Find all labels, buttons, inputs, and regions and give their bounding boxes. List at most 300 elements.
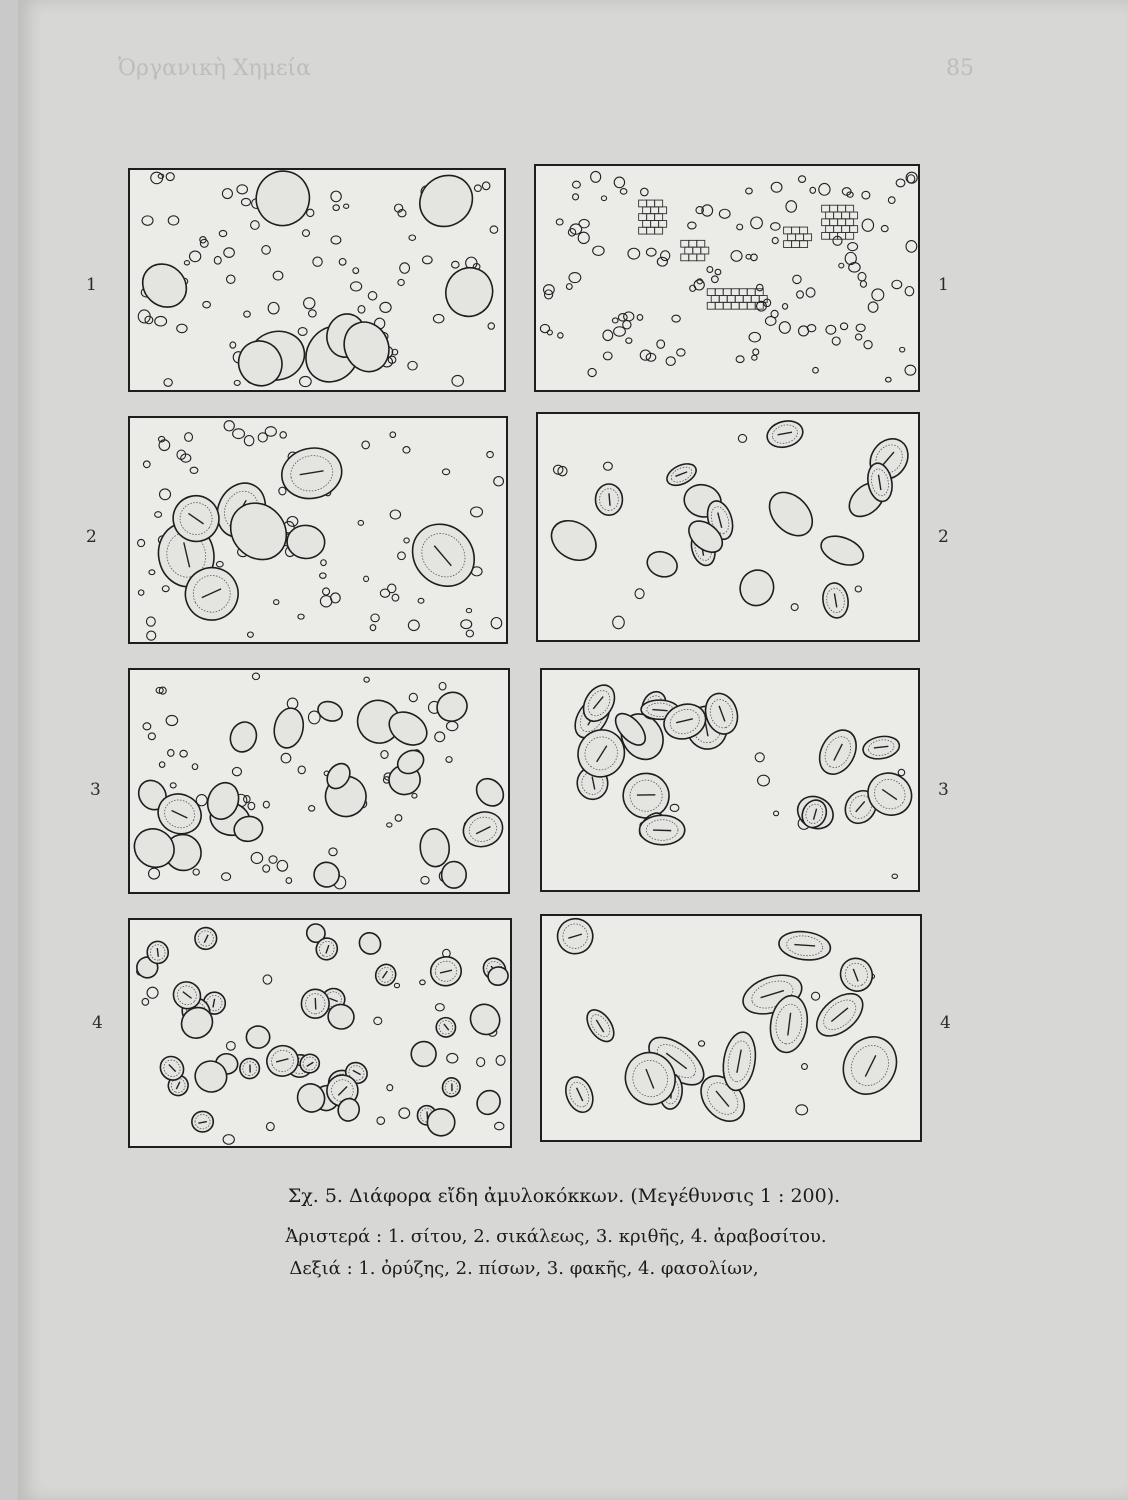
small-granule [540, 324, 549, 332]
polygonal-cell [838, 219, 846, 226]
small-granule [277, 860, 288, 871]
small-granule [466, 630, 473, 637]
polygonal-cell [830, 219, 838, 226]
small-granule [280, 432, 286, 438]
small-granule [224, 248, 235, 258]
small-granule [466, 608, 471, 612]
small-granule [192, 764, 198, 770]
small-granule [320, 573, 326, 578]
small-granule [731, 251, 742, 262]
starch-grains-drawing [130, 670, 508, 892]
polygonal-cell [788, 234, 796, 241]
small-granule [222, 873, 231, 881]
small-granule [234, 380, 240, 385]
small-granule [223, 1135, 234, 1145]
small-granule [307, 209, 314, 216]
small-granule [593, 246, 604, 255]
polygonal-cell [647, 227, 655, 234]
small-granule [273, 271, 283, 280]
small-granule [670, 804, 679, 811]
small-granule [398, 279, 404, 285]
small-granule [758, 775, 770, 786]
small-granule [148, 733, 155, 740]
polygonal-cell [842, 212, 850, 219]
small-granule [791, 604, 798, 611]
large-granule [472, 1086, 504, 1119]
small-granule [614, 177, 624, 188]
small-granule [263, 975, 272, 984]
small-granule [160, 489, 171, 500]
polygonal-cell [643, 207, 651, 214]
small-granule [251, 852, 263, 863]
polygonal-cell [701, 247, 709, 254]
small-granule [421, 876, 429, 884]
small-granule [227, 275, 235, 283]
starch-grains-drawing [130, 170, 504, 390]
small-granule [244, 311, 251, 317]
small-granule [266, 1122, 274, 1130]
small-granule [657, 257, 667, 266]
small-granule [749, 332, 760, 342]
small-granule [810, 187, 816, 193]
small-granule [698, 1041, 704, 1046]
small-granule [719, 209, 730, 218]
small-granule [298, 614, 304, 619]
polygonal-cell [639, 214, 647, 221]
polygonal-cell [689, 254, 697, 261]
small-granule [604, 462, 613, 470]
small-granule [491, 617, 502, 628]
small-granule [251, 221, 260, 230]
large-granule [226, 718, 260, 755]
small-granule [868, 302, 878, 312]
small-granule [166, 173, 174, 181]
small-granule [138, 590, 143, 595]
small-granule [193, 869, 199, 875]
small-granule [446, 757, 452, 763]
small-granule [856, 324, 865, 332]
polygonal-cell [715, 289, 723, 296]
small-granule [603, 330, 613, 341]
small-granule [177, 324, 187, 332]
small-granule [358, 520, 363, 525]
small-granule [398, 552, 406, 560]
polygonal-cell [697, 254, 705, 261]
small-granule [244, 435, 253, 445]
polygonal-cell [727, 296, 735, 303]
starch-grains-drawing [538, 414, 918, 640]
small-granule [620, 189, 627, 195]
large-granule [246, 1025, 270, 1048]
large-granule [833, 1027, 907, 1104]
large-granule [406, 1036, 441, 1071]
small-granule [149, 570, 155, 575]
small-granule [752, 355, 757, 360]
polygonal-cell [723, 302, 731, 309]
small-granule [672, 315, 680, 322]
small-granule [418, 598, 424, 603]
polygonal-cell [651, 207, 659, 214]
polygonal-cell [731, 302, 739, 309]
small-granule [573, 194, 579, 200]
small-granule [184, 261, 189, 265]
polygonal-cell [681, 254, 689, 261]
small-granule [380, 302, 391, 312]
polygonal-cell [743, 296, 751, 303]
small-granule [189, 251, 200, 262]
small-granule [248, 802, 255, 809]
polygonal-cell [747, 289, 755, 296]
large-granule [471, 773, 508, 811]
small-granule [371, 614, 379, 622]
polygonal-cell [707, 302, 715, 309]
row-number-left-2: 2 [86, 527, 97, 547]
large-granule [458, 807, 507, 853]
small-granule [216, 561, 223, 566]
small-granule [281, 753, 291, 763]
small-granule [477, 1058, 485, 1067]
small-granule [138, 539, 145, 546]
polygonal-cell [751, 296, 759, 303]
small-granule [848, 243, 858, 251]
polygonal-cell [723, 289, 731, 296]
small-granule [203, 301, 211, 308]
small-granule [888, 197, 895, 204]
polygonal-cell [739, 302, 747, 309]
small-granule [404, 538, 409, 543]
small-granule [771, 182, 782, 192]
small-granule [811, 992, 819, 1000]
small-granule [331, 236, 341, 244]
row-number-right-2: 2 [938, 527, 949, 547]
polygonal-cell [659, 220, 667, 227]
small-granule [688, 222, 696, 229]
small-granule [782, 304, 787, 310]
small-granule [420, 980, 426, 985]
small-granule [185, 433, 193, 442]
small-granule [558, 333, 563, 338]
small-granule [279, 487, 286, 495]
small-granule [855, 334, 861, 340]
granule-hilum-crack [249, 1065, 250, 1073]
small-granule [409, 235, 416, 240]
panel-right-1-rice [534, 164, 920, 392]
small-granule [390, 510, 400, 519]
polygonal-cell [792, 227, 800, 234]
bleed-through-header: Ὀργανικὴ Χημεία [118, 56, 311, 81]
polygonal-cell [800, 227, 808, 234]
small-granule [487, 451, 494, 457]
small-granule [613, 616, 625, 629]
small-granule [435, 732, 445, 742]
small-granule [224, 421, 234, 431]
small-granule [488, 323, 494, 329]
small-granule [612, 318, 618, 323]
small-granule [219, 230, 226, 236]
small-granule [298, 328, 307, 336]
small-granule [771, 310, 778, 317]
panel-left-2-rye [128, 416, 508, 644]
polygonal-cell [822, 205, 830, 212]
large-granule [817, 531, 868, 571]
small-granule [333, 205, 339, 211]
polygonal-cell [643, 220, 651, 227]
small-granule [906, 241, 917, 253]
small-granule [408, 361, 417, 370]
small-granule [482, 182, 490, 190]
small-granule [395, 815, 402, 822]
polygonal-cell [834, 226, 842, 233]
small-granule [304, 298, 315, 309]
bleed-through-page-number: 85 [946, 56, 974, 81]
small-granule [603, 352, 612, 360]
polygonal-cell [693, 247, 701, 254]
small-granule [422, 256, 432, 264]
small-granule [774, 811, 779, 816]
small-granule [905, 365, 916, 375]
polygonal-cell [850, 226, 858, 233]
granule-hilum-crack [653, 830, 671, 831]
small-granule [806, 288, 815, 297]
polygonal-cell [655, 214, 663, 221]
small-granule [677, 349, 685, 356]
small-granule [569, 273, 581, 283]
panel-left-4-maize [128, 918, 512, 1148]
small-granule [222, 189, 232, 199]
row-number-right-1: 1 [938, 275, 949, 295]
small-granule [433, 314, 444, 323]
panel-left-3-barley [128, 668, 510, 894]
polygonal-cell [655, 200, 663, 207]
small-granule [143, 723, 151, 730]
small-granule [339, 259, 346, 266]
polygonal-cell [784, 227, 792, 234]
large-granule [426, 1108, 455, 1137]
row-number-right-3: 3 [938, 780, 949, 800]
small-granule [170, 783, 176, 788]
small-granule [452, 261, 459, 268]
small-granule [168, 216, 179, 225]
large-granule [271, 705, 307, 750]
small-granule [344, 204, 349, 208]
large-granule [286, 524, 326, 560]
small-granule [399, 1108, 410, 1118]
small-granule [566, 284, 572, 290]
small-granule [779, 322, 790, 334]
small-granule [840, 323, 847, 330]
small-granule [452, 375, 463, 386]
small-granule [147, 631, 156, 640]
small-granule [661, 251, 670, 261]
figure-caption-left-column: Ἀριστερά : 1. σίτου, 2. σικάλεως, 3. κριθῆς, 4. ἀραβοσίτου. [285, 1226, 827, 1247]
panel-right-4-beans [540, 914, 922, 1142]
small-granule [358, 306, 365, 314]
large-granule [312, 860, 342, 889]
large-granule [835, 953, 878, 997]
large-granule [400, 512, 487, 599]
small-granule [892, 874, 897, 878]
small-granule [496, 1056, 505, 1066]
small-granule [896, 179, 905, 187]
small-granule [323, 588, 330, 595]
polygonal-cell [715, 302, 723, 309]
small-granule [377, 1117, 385, 1124]
small-granule [166, 715, 178, 725]
small-granule [892, 280, 902, 288]
large-granule [439, 261, 500, 323]
small-granule [860, 281, 866, 287]
small-granule [232, 767, 241, 775]
small-granule [626, 338, 632, 343]
small-granule [556, 219, 563, 225]
small-granule [262, 246, 271, 255]
small-granule [309, 806, 315, 811]
small-granule [826, 325, 836, 334]
small-granule [798, 176, 805, 183]
starch-grains-drawing [130, 920, 510, 1146]
large-granule [622, 772, 671, 820]
small-granule [147, 987, 158, 998]
small-granule [490, 226, 498, 233]
small-granule [707, 267, 713, 273]
small-granule [353, 268, 359, 274]
small-granule [797, 291, 804, 298]
small-granule [872, 289, 884, 301]
small-granule [177, 450, 186, 459]
small-granule [447, 1053, 458, 1063]
polygonal-cell [747, 302, 755, 309]
large-granule [761, 484, 821, 544]
small-granule [331, 191, 341, 202]
small-granule [746, 188, 753, 194]
small-granule [321, 560, 327, 566]
small-granule [412, 793, 417, 798]
polygonal-cell [711, 296, 719, 303]
large-granule [355, 928, 385, 958]
small-granule [364, 677, 369, 682]
small-granule [329, 848, 337, 856]
small-granule [637, 315, 643, 321]
figure-caption-right-column: Δεξιά : 1. ὀρύζης, 2. πίσων, 3. φακῆς, 4. φασολίων, [289, 1258, 759, 1279]
polygonal-cell [796, 234, 804, 241]
large-granule [465, 999, 505, 1040]
polygonal-cell [846, 205, 854, 212]
small-granule [435, 1004, 444, 1011]
small-granule [591, 171, 601, 182]
small-granule [241, 198, 250, 205]
polygonal-cell [707, 289, 715, 296]
small-granule [624, 312, 634, 321]
small-granule [230, 342, 236, 348]
small-granule [813, 367, 819, 373]
small-granule [601, 196, 606, 201]
polygonal-cell [822, 219, 830, 226]
small-granule [149, 868, 160, 879]
small-granule [845, 252, 856, 264]
small-granule [641, 188, 649, 196]
small-granule [786, 201, 797, 213]
starch-grains-drawing [130, 418, 506, 642]
small-granule [269, 856, 277, 864]
small-granule [364, 576, 369, 581]
polygonal-cell [739, 289, 747, 296]
small-granule [588, 368, 596, 376]
small-granule [298, 766, 305, 774]
polygonal-cell [639, 200, 647, 207]
small-granule [802, 1064, 808, 1070]
small-granule [409, 693, 417, 701]
small-granule [736, 356, 744, 363]
small-granule [646, 248, 656, 256]
large-granule [441, 861, 467, 889]
large-granule [544, 513, 603, 569]
small-granule [331, 593, 341, 603]
polygonal-cell [850, 212, 858, 219]
row-number-left-3: 3 [90, 780, 101, 800]
row-number-left-1: 1 [86, 275, 97, 295]
polygonal-cell [681, 240, 689, 247]
small-granule [618, 314, 627, 321]
small-granule [265, 427, 276, 436]
small-granule [190, 467, 198, 473]
small-granule [807, 325, 816, 332]
small-granule [855, 586, 861, 592]
small-granule [898, 769, 905, 775]
small-granule [886, 377, 892, 382]
small-granule [286, 878, 292, 884]
polygonal-cell [838, 205, 846, 212]
small-granule [226, 1042, 235, 1051]
panel-right-2-peas [536, 412, 920, 642]
small-granule [862, 219, 873, 231]
panel-left-1-wheat [128, 168, 506, 392]
polygonal-cell [731, 289, 739, 296]
small-granule [168, 750, 174, 757]
small-granule [351, 282, 362, 291]
small-granule [392, 594, 399, 601]
panel-right-3-lentils [540, 668, 920, 892]
small-granule [388, 584, 396, 593]
polygonal-cell [697, 240, 705, 247]
small-granule [394, 983, 399, 987]
figure-caption-title: Σχ. 5. Διάφορα εἴδη ἀμυλοκόκκων. (Μεγέθυνσις 1 : 200). [287, 1185, 841, 1207]
polygonal-cell [647, 200, 655, 207]
polygonal-cell [822, 232, 830, 239]
small-granule [578, 232, 589, 243]
small-granule [796, 1105, 808, 1115]
small-granule [864, 341, 872, 349]
starch-grains-drawing [542, 670, 918, 890]
small-granule [155, 512, 162, 518]
polygonal-cell [647, 214, 655, 221]
large-granule [250, 170, 315, 231]
small-granule [155, 316, 167, 326]
polygonal-cell [639, 227, 647, 234]
small-granule [164, 379, 172, 387]
small-granule [753, 349, 759, 355]
large-granule [410, 170, 483, 237]
row-number-left-4: 4 [92, 1013, 103, 1033]
small-granule [771, 223, 780, 231]
large-granule [735, 566, 778, 611]
small-granule [263, 801, 269, 808]
small-granule [263, 865, 270, 872]
small-granule [819, 183, 830, 195]
polygonal-cell [846, 232, 854, 239]
small-granule [387, 1085, 393, 1091]
small-granule [400, 263, 410, 273]
small-granule [547, 330, 552, 335]
